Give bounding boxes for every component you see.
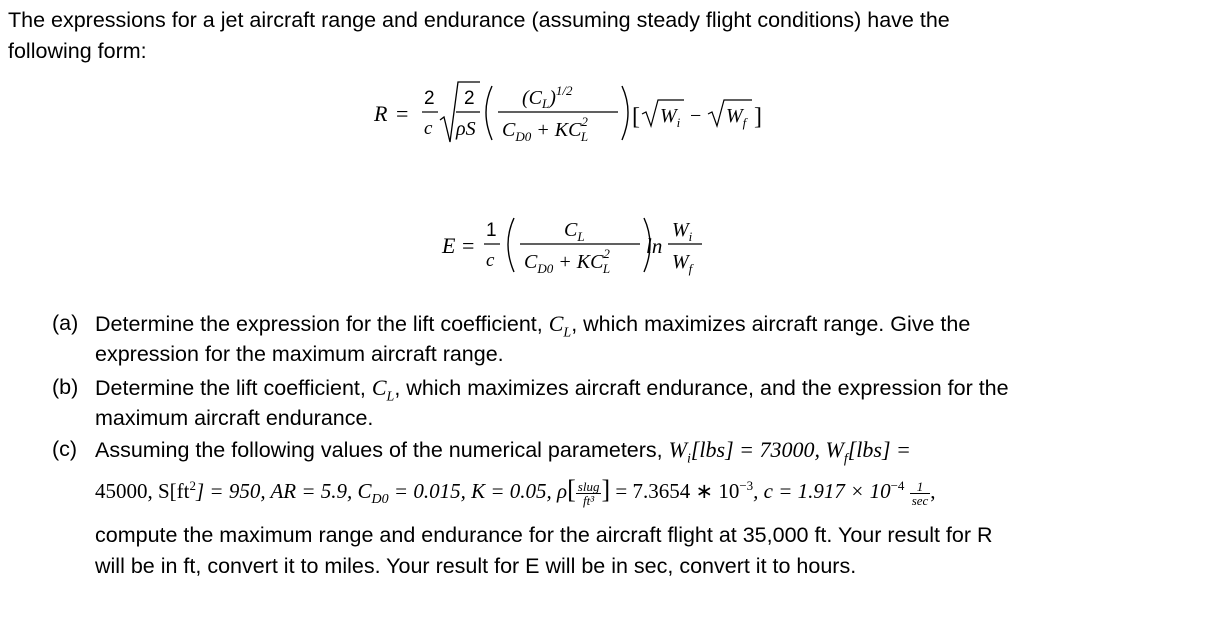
question-c-line-3: compute the maximum range and endurance for the aircraft flight at 35,000 ft. Your result for R [95,523,993,547]
question-a [52,308,1192,372]
range-equation [368,76,788,148]
question-c-line-4: will be in ft, convert it to miles. Your result for E will be in sec, convert it to hours. [95,554,857,578]
question-a-line-2: expression for the maximum aircraft range. [95,342,504,366]
question-b-line-1: Determine the lift coefficient, $C_L$, which maximizes aircraft endurance, and the expression for the [95,375,1009,405]
range-bracket-close: ] [754,104,762,130]
question-b-label: (b) [52,375,79,399]
endurance-num: $C_L$ [564,219,585,244]
intro-line-1: The expressions for a jet aircraft range and endurance (assuming steady flight conditions) have the [8,8,950,32]
question-c [52,434,1192,584]
question-c-label: (c) [52,437,78,461]
range-den: $C_{D0} + KC^2$ L [502,114,589,144]
question-b-line-2: maximum aircraft endurance. [95,406,374,430]
range-two: 2 [424,88,435,109]
endurance-wf: $W_f$ [672,251,693,276]
endurance-ln: ln [646,234,663,258]
range-paren-left [486,86,492,140]
question-c-line-2: 45000, $S[ft^2] = 950$, AR = 5.9, $C_{D0} = 0.015$, K = 0.05, ρ[ $\frac{\text{slug}}{\text{ft³}}$ ] = 7.3654 ∗ $10^{-3}$, $c = 1.917 \times 10^{-4}$ $\frac{1}{\sec}$ , [95,475,936,508]
range-sqrt-num: 2 [464,88,475,109]
question-a-line-1: Determine the expression for the lift coefficient, $C_L$, which maximizes aircraft range. Give the [95,311,971,341]
endurance-wi: $W_i$ [672,219,693,244]
endurance-paren-left [508,218,514,272]
range-c: c [424,118,433,139]
endurance-equation [440,208,720,280]
range-wf: $W_f$ [726,105,747,130]
endurance-c: c [486,250,495,271]
question-c-line-1: Assuming the following values of the numerical parameters, $W_i[lbs] = 73000$, $W_f[lbs]$ = [95,437,911,467]
range-paren-right [622,86,628,140]
endurance-den: $C_{D0} + KC^2$ L [524,246,611,276]
range-bracket-open: [ [632,104,640,130]
range-sqrt-den: ρS [456,118,476,140]
endurance-lhs: E [442,233,456,258]
c-unit-fraction: $\frac{1}{\sec}$ [911,478,929,508]
range-num: $(C_L)^{1/2}$ [522,83,573,111]
question-b [52,372,1192,436]
endurance-equals: = [462,233,475,258]
endurance-one: 1 [486,220,497,241]
range-lhs: R [374,101,388,126]
question-a-label: (a) [52,311,79,335]
density-unit-fraction: $\frac{\text{slug}}{\text{ft³}}$ [577,478,600,508]
range-equals: = [396,101,409,126]
range-wi: $W_i$ [660,105,681,130]
intro-line-2: following form: [8,39,147,63]
range-minus: − [690,105,702,127]
